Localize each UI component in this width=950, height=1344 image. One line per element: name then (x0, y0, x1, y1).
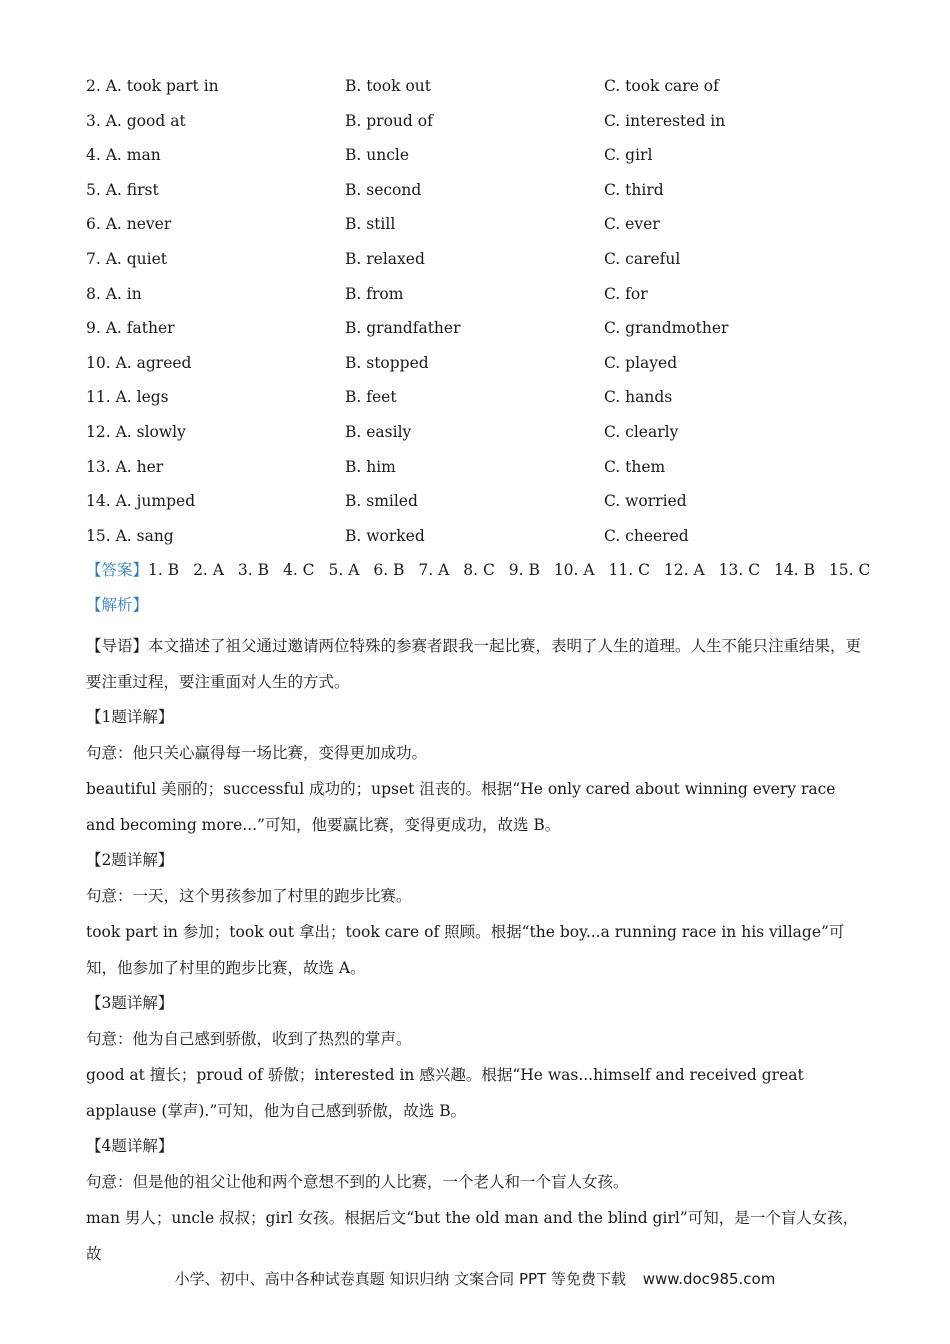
option-b: B. still (345, 215, 396, 234)
option-c: C. third (604, 180, 664, 199)
sentence-meaning: 句意：他只关心赢得每一场比赛，变得更加成功。 (86, 744, 428, 762)
answer-key (86, 558, 871, 582)
option-c: C. took care of (604, 77, 719, 95)
options-table (86, 74, 886, 558)
explanation: took part in 参加；took out 拿出；took care of 照顾。根据“the boy...a running race in his village”可知，他参加了村里的跑步比赛，故选 A。 (86, 923, 845, 977)
explanation: good at 擅长；proud of 骄傲；interested in 感兴趣。根据“He was...himself and received great applause (掌声).”可知，他为自己感到骄傲，故选 B。 (86, 1066, 804, 1120)
option-a: 15. A. sang (86, 526, 174, 545)
question-heading: 【3题详解】 (86, 994, 174, 1012)
option-c: C. them (604, 457, 666, 476)
option-a: 8. A. in (86, 284, 142, 303)
option-c: C. interested in (604, 111, 726, 130)
option-b: B. him (345, 457, 396, 476)
option-c: C. grandmother (604, 319, 729, 338)
option-row (86, 385, 886, 420)
analysis-body (86, 628, 862, 1272)
option-row (86, 109, 886, 144)
answer-label: 【答案】 (86, 561, 149, 579)
intro-paragraph: 【导语】本文描述了祖父通过邀请两位特殊的参赛者跟我一起比赛，表明了人生的道理。人生不能只注重结果，更要注重过程，要注重面对人生的方式。 (86, 637, 862, 691)
option-a: 13. A. her (86, 457, 164, 476)
page-footer (0, 1268, 950, 1289)
sentence-meaning: 句意：他为自己感到骄傲，收到了热烈的掌声。 (86, 1030, 412, 1048)
option-c: C. ever (604, 215, 660, 234)
question-heading: 【1题详解】 (86, 708, 174, 726)
option-b: B. relaxed (345, 249, 425, 268)
option-a: 7. A. quiet (86, 249, 168, 268)
footer-text: 小学、初中、高中各种试卷真题 知识归纳 文案合同 PPT 等免费下载 (174, 1270, 626, 1288)
option-b: B. grandfather (345, 319, 461, 338)
option-a: 10. A. agreed (86, 353, 192, 372)
option-b: B. easily (345, 422, 412, 441)
answer-item: 13. C (718, 561, 761, 579)
footer-url[interactable]: www.doc985.com (642, 1270, 776, 1288)
option-row (86, 74, 886, 109)
option-a: 12. A. slowly (86, 422, 186, 441)
option-c: C. cheered (604, 526, 689, 545)
option-b: B. uncle (345, 146, 410, 165)
option-a: 3. A. good at (86, 111, 186, 130)
option-row (86, 524, 886, 559)
option-c: C. hands (604, 388, 673, 407)
answer-item: 5. A (328, 561, 360, 579)
explanation: beautiful 美丽的；successful 成功的；upset 沮丧的。根据“He only cared about winning every race and becoming more...”可知，他要赢比赛，变得更成功，故选 B。 (86, 780, 836, 834)
option-a: 6. A. never (86, 215, 172, 234)
option-row (86, 420, 886, 455)
answer-item: 14. B (774, 561, 815, 579)
explanation: man 男人；uncle 叔叔；girl 女孩。根据后文“but the old man and the blind girl”可知，是一个盲人女孩，故 (86, 1209, 859, 1263)
option-c: C. played (604, 353, 678, 372)
answer-item: 6. B (373, 561, 405, 579)
option-b: B. from (345, 284, 404, 303)
option-row (86, 178, 886, 213)
analysis-label: 【解析】 (86, 596, 149, 614)
answer-item: 12. A (663, 561, 705, 579)
option-row (86, 455, 886, 490)
option-row (86, 316, 886, 351)
option-a: 2. A. took part in (86, 77, 219, 95)
option-a: 4. A. man (86, 146, 161, 165)
answer-item: 1. B (148, 561, 180, 579)
option-b: B. smiled (345, 492, 418, 511)
answer-item: 9. B (508, 561, 540, 579)
option-b: B. stopped (345, 353, 429, 372)
option-c: C. careful (604, 249, 681, 268)
answer-item: 3. B (237, 561, 270, 579)
option-c: C. clearly (604, 422, 679, 441)
option-a: 11. A. legs (86, 388, 169, 407)
option-row (86, 489, 886, 524)
answer-item: 8. C (463, 561, 495, 579)
option-a: 5. A. first (86, 180, 159, 199)
option-b: B. worked (345, 526, 425, 545)
option-c: C. worried (604, 492, 687, 511)
sentence-meaning: 句意：但是他的祖父让他和两个意想不到的人比赛，一个老人和一个盲人女孩。 (86, 1173, 629, 1191)
question-heading: 【2题详解】 (86, 851, 174, 869)
option-b: B. proud of (345, 111, 433, 130)
option-b: B. feet (345, 388, 397, 407)
question-heading: 【4题详解】 (86, 1137, 174, 1155)
option-row (86, 212, 886, 247)
option-c: C. for (604, 284, 648, 303)
answer-item: 11. C (608, 561, 650, 579)
answer-item: 15. C (828, 561, 871, 579)
option-b: B. second (345, 180, 422, 199)
option-row (86, 282, 886, 317)
option-row (86, 247, 886, 282)
option-b: B. took out (345, 77, 431, 95)
option-a: 14. A. jumped (86, 492, 196, 511)
answer-item: 4. C (282, 561, 315, 579)
answer-item: 10. A (553, 561, 595, 579)
sentence-meaning: 句意：一天，这个男孩参加了村里的跑步比赛。 (86, 887, 412, 905)
answer-item: 2. A (193, 561, 224, 579)
option-c: C. girl (604, 146, 653, 165)
option-row (86, 351, 886, 386)
option-row (86, 143, 886, 178)
answer-item: 7. A (418, 561, 450, 579)
option-a: 9. A. father (86, 319, 175, 338)
